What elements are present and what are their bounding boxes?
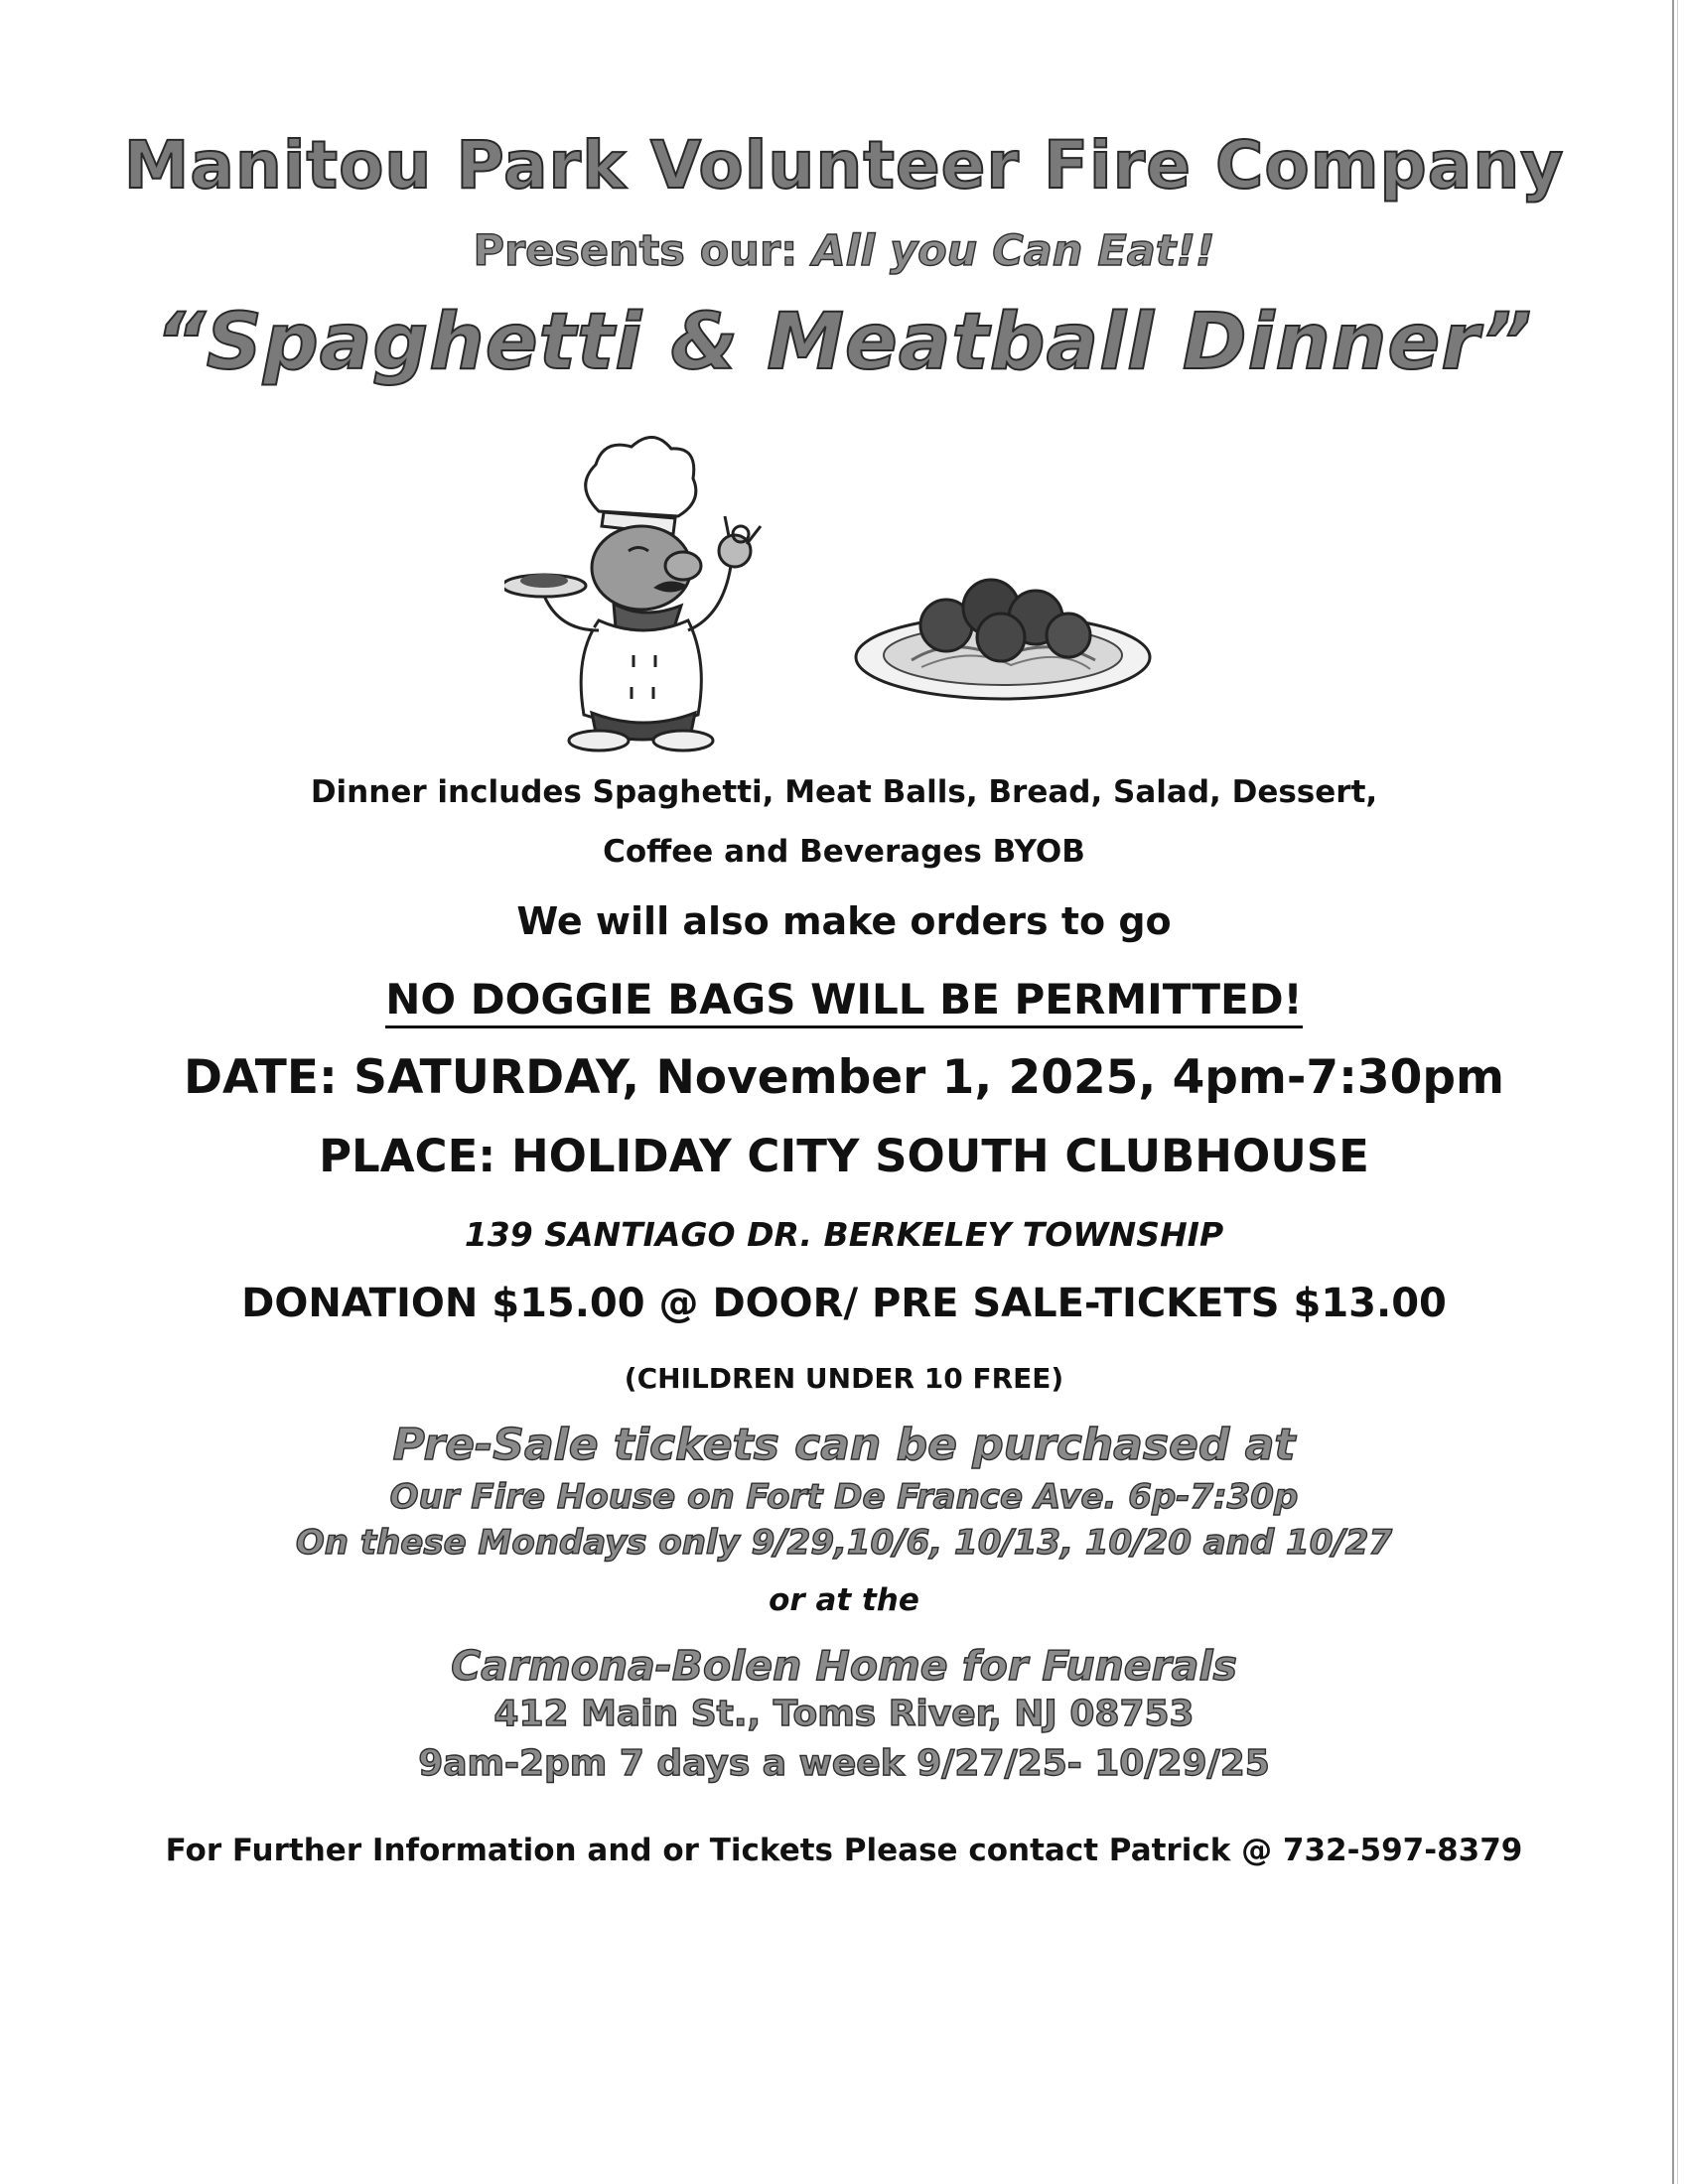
chef-holding-plate-icon — [504, 417, 832, 754]
dinner-title: “Spaghetti & Meatball Dinner” — [155, 298, 1533, 387]
event-place: PLACE: HOLIDAY CITY SOUTH CLUBHOUSE — [319, 1130, 1369, 1182]
includes-line-2: Coffee and Beverages BYOB — [603, 834, 1085, 870]
funeral-home-hours: 9am-2pm 7 days a week 9/27/25- 10/29/25 — [418, 1743, 1270, 1784]
includes-line-1: Dinner includes Spaghetti, Meat Balls, Bread, Salad, Dessert, — [310, 774, 1378, 810]
no-doggie-bags-notice — [0, 975, 1688, 1024]
donation-price: DONATION $15.00 @ DOOR/ PRE SALE-TICKETS $13.00 — [241, 1281, 1447, 1326]
no-doggie-bags-text: NO DOGGIE BAGS WILL BE PERMITTED! — [385, 975, 1302, 1028]
spaghetti-meatball-plate-icon — [852, 566, 1155, 705]
contact-info: For Further Information and or Tickets Please contact Patrick @ 732-597-8379 — [165, 1833, 1523, 1868]
funeral-home-address: 412 Main St., Toms River, NJ 08753 — [493, 1694, 1195, 1734]
flyer-title: Manitou Park Volunteer Fire Company — [123, 127, 1565, 204]
orders-to-go: We will also make orders to go — [516, 899, 1172, 943]
children-free-note: (CHILDREN UNDER 10 FREE) — [624, 1362, 1064, 1395]
presale-heading: Pre-Sale tickets can be purchased at — [392, 1420, 1296, 1470]
presents-line — [0, 226, 1688, 276]
presents-prefix: Presents our: — [473, 226, 813, 276]
all-you-can-eat: All you Can Eat!! — [812, 226, 1215, 276]
presale-dates: On these Mondays only 9/29,10/6, 10/13, 10/20 and 10/27 — [295, 1523, 1393, 1563]
event-address: 139 SANTIAGO DR. BERKELEY TOWNSHIP — [464, 1215, 1224, 1254]
funeral-home-name: Carmona-Bolen Home for Funerals — [451, 1642, 1237, 1690]
or-at-the: or at the — [769, 1582, 919, 1618]
event-date: DATE: SATURDAY, November 1, 2025, 4pm-7:30pm — [184, 1050, 1504, 1105]
presale-location: Our Fire House on Fort De France Ave. 6p-7:30p — [389, 1477, 1299, 1517]
